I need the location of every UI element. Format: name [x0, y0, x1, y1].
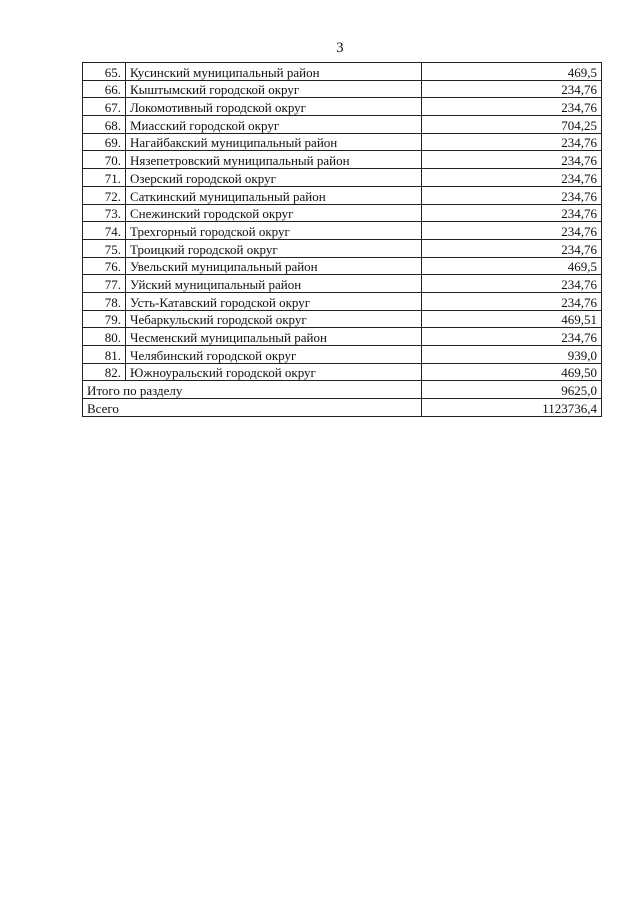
row-number: 81. [83, 346, 126, 364]
municipality-name: Саткинский муниципальный район [126, 186, 422, 204]
municipality-name: Нязепетровский муниципальный район [126, 151, 422, 169]
allocation-table [82, 62, 602, 417]
allocation-value: 704,25 [422, 116, 602, 134]
municipality-name: Кыштымский городской округ [126, 80, 422, 98]
table-row [83, 222, 602, 240]
municipality-name: Чебаркульский городской округ [126, 310, 422, 328]
table-row [83, 239, 602, 257]
row-number: 79. [83, 310, 126, 328]
row-number: 78. [83, 292, 126, 310]
row-number: 82. [83, 363, 126, 381]
allocation-value: 234,76 [422, 328, 602, 346]
table-row [83, 63, 602, 81]
municipality-name: Озерский городской округ [126, 169, 422, 187]
row-number: 80. [83, 328, 126, 346]
table-row [83, 186, 602, 204]
total-label: Всего [83, 399, 422, 417]
total-value: 1123736,4 [422, 399, 602, 417]
subtotal-label: Итого по разделу [83, 381, 422, 399]
subtotal-row [83, 381, 602, 399]
municipality-name: Южноуральский городской округ [126, 363, 422, 381]
row-number: 72. [83, 186, 126, 204]
table-row [83, 98, 602, 116]
municipality-name: Усть-Катавский городской округ [126, 292, 422, 310]
row-number: 71. [83, 169, 126, 187]
table-row [83, 133, 602, 151]
row-number: 73. [83, 204, 126, 222]
table-row [83, 80, 602, 98]
row-number: 75. [83, 239, 126, 257]
municipality-name: Кусинский муниципальный район [126, 63, 422, 81]
municipality-name: Увельский муниципальный район [126, 257, 422, 275]
allocation-value: 469,5 [422, 257, 602, 275]
table-row [83, 116, 602, 134]
row-number: 67. [83, 98, 126, 116]
municipality-name: Локомотивный городской округ [126, 98, 422, 116]
municipality-name: Миасский городской округ [126, 116, 422, 134]
allocation-value: 234,76 [422, 151, 602, 169]
allocation-value: 234,76 [422, 80, 602, 98]
row-number: 70. [83, 151, 126, 169]
table-row [83, 363, 602, 381]
table-row [83, 310, 602, 328]
subtotal-value: 9625,0 [422, 381, 602, 399]
allocation-value: 939,0 [422, 346, 602, 364]
municipality-name: Чесменский муниципальный район [126, 328, 422, 346]
municipality-name: Троицкий городской округ [126, 239, 422, 257]
table-row [83, 257, 602, 275]
table-row [83, 292, 602, 310]
row-number: 74. [83, 222, 126, 240]
allocation-value: 234,76 [422, 275, 602, 293]
table-row [83, 151, 602, 169]
allocation-value: 234,76 [422, 292, 602, 310]
allocation-value: 469,51 [422, 310, 602, 328]
row-number: 69. [83, 133, 126, 151]
table-row [83, 204, 602, 222]
row-number: 68. [83, 116, 126, 134]
allocation-value: 234,76 [422, 186, 602, 204]
allocation-value: 234,76 [422, 133, 602, 151]
municipality-name: Снежинский городской округ [126, 204, 422, 222]
allocation-value: 234,76 [422, 222, 602, 240]
allocation-value: 234,76 [422, 204, 602, 222]
row-number: 76. [83, 257, 126, 275]
allocation-value: 234,76 [422, 169, 602, 187]
row-number: 77. [83, 275, 126, 293]
table-row [83, 328, 602, 346]
allocation-value: 234,76 [422, 239, 602, 257]
allocation-value: 469,50 [422, 363, 602, 381]
table-body [83, 63, 602, 417]
page-number: 3 [336, 40, 344, 56]
allocation-value: 469,5 [422, 63, 602, 81]
municipality-name: Нагайбакский муниципальный район [126, 133, 422, 151]
allocation-value: 234,76 [422, 98, 602, 116]
row-number: 65. [83, 63, 126, 81]
municipality-name: Трехгорный городской округ [126, 222, 422, 240]
table-row [83, 346, 602, 364]
municipality-name: Уйский муниципальный район [126, 275, 422, 293]
total-row [83, 399, 602, 417]
table-row [83, 169, 602, 187]
table-row [83, 275, 602, 293]
row-number: 66. [83, 80, 126, 98]
municipality-name: Челябинский городской округ [126, 346, 422, 364]
